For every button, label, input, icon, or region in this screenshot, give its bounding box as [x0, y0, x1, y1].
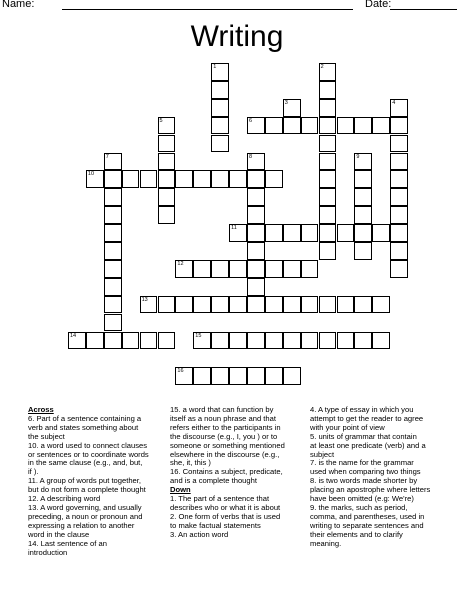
- grid-cell[interactable]: [247, 296, 265, 314]
- grid-cell[interactable]: [265, 367, 283, 385]
- clue-line: introduction: [28, 547, 68, 557]
- clue-line: and is a complete thought: [170, 476, 257, 486]
- clue-line: the discourse (e.g., I, you ) or to: [170, 431, 278, 441]
- clue-line: 15. a word that can function by: [170, 405, 274, 414]
- grid-cell[interactable]: [104, 278, 122, 296]
- clue-line: the subject: [28, 431, 65, 441]
- grid-cell[interactable]: [175, 296, 193, 314]
- grid-cell[interactable]: [283, 224, 301, 242]
- grid-cell[interactable]: [158, 188, 176, 206]
- clue-line: comma, and parentheses, used in: [310, 511, 425, 521]
- grid-cell[interactable]: [319, 188, 337, 206]
- grid-cell[interactable]: [140, 170, 158, 188]
- grid-cell[interactable]: [390, 188, 408, 206]
- grid-cell[interactable]: [229, 367, 247, 385]
- grid-cell[interactable]: [247, 188, 265, 206]
- grid-cell[interactable]: [211, 63, 229, 81]
- clue-line: their elements and to clarify: [310, 529, 403, 539]
- grid-cell[interactable]: [337, 332, 355, 350]
- clue-line: 4. A type of essay in which you: [310, 405, 414, 414]
- grid-cell[interactable]: [390, 153, 408, 171]
- grid-cell[interactable]: [247, 117, 265, 135]
- grid-cell[interactable]: [337, 296, 355, 314]
- grid-cell[interactable]: [193, 260, 211, 278]
- grid-cell[interactable]: [193, 332, 211, 350]
- grid-cell[interactable]: [158, 296, 176, 314]
- grid-cell[interactable]: [319, 99, 337, 117]
- grid-cell[interactable]: [229, 170, 247, 188]
- grid-cell[interactable]: [319, 224, 337, 242]
- grid-cell[interactable]: [247, 206, 265, 224]
- clue-line: verb and states something about: [28, 422, 139, 432]
- grid-cell[interactable]: [372, 296, 390, 314]
- grid-cell[interactable]: [354, 296, 372, 314]
- clue-number: 13: [141, 296, 148, 303]
- grid-cell[interactable]: [104, 206, 122, 224]
- clue-number: 12: [177, 260, 184, 267]
- grid-cell[interactable]: [211, 117, 229, 135]
- grid-cell[interactable]: [390, 170, 408, 188]
- grid-cell[interactable]: [68, 332, 86, 350]
- grid-cell[interactable]: [265, 224, 283, 242]
- clue-line: with your point of view: [310, 422, 385, 432]
- grid-cell[interactable]: [390, 206, 408, 224]
- grid-cell[interactable]: [265, 170, 283, 188]
- grid-cell[interactable]: [158, 332, 176, 350]
- grid-cell[interactable]: [319, 81, 337, 99]
- grid-cell[interactable]: [319, 296, 337, 314]
- grid-cell[interactable]: [140, 332, 158, 350]
- clue-section-heading: Down: [170, 485, 191, 495]
- clue-number: 15: [195, 332, 202, 339]
- grid-cell[interactable]: [265, 117, 283, 135]
- grid-cell[interactable]: [175, 170, 193, 188]
- grid-cell[interactable]: [158, 117, 176, 135]
- clue-number: 8: [249, 153, 253, 160]
- grid-cell[interactable]: [104, 224, 122, 242]
- grid-cell[interactable]: [122, 332, 140, 350]
- grid-cell[interactable]: [193, 170, 211, 188]
- grid-cell[interactable]: [319, 242, 337, 260]
- clue-number: 4: [392, 99, 396, 106]
- grid-cell[interactable]: [283, 367, 301, 385]
- clue-line: 5. units of grammar that contain: [310, 431, 417, 441]
- grid-cell[interactable]: [104, 188, 122, 206]
- grid-cell[interactable]: [247, 332, 265, 350]
- grid-cell[interactable]: [301, 224, 319, 242]
- grid-cell[interactable]: [140, 296, 158, 314]
- clue-line: she, it, this ): [170, 458, 211, 468]
- grid-cell[interactable]: [86, 332, 104, 350]
- clue-line: 9. the marks, such as period,: [310, 502, 408, 512]
- grid-cell[interactable]: [390, 242, 408, 260]
- grid-cell[interactable]: [283, 332, 301, 350]
- grid-cell[interactable]: [354, 332, 372, 350]
- grid-cell[interactable]: [158, 153, 176, 171]
- grid-cell[interactable]: [104, 296, 122, 314]
- clue-line: or sentences or to coordinate words: [28, 449, 149, 459]
- grid-cell[interactable]: [229, 332, 247, 350]
- clue-line: 1. The part of a sentence that: [170, 494, 270, 504]
- grid-cell[interactable]: [229, 296, 247, 314]
- grid-cell[interactable]: [354, 224, 372, 242]
- grid-cell[interactable]: [319, 153, 337, 171]
- grid-cell[interactable]: [372, 117, 390, 135]
- grid-cell[interactable]: [211, 135, 229, 153]
- clue-line: describes who or what it is about: [170, 502, 281, 512]
- grid-cell[interactable]: [354, 153, 372, 171]
- grid-cell[interactable]: [390, 260, 408, 278]
- grid-cell[interactable]: [104, 314, 122, 332]
- clue-number: 6: [249, 117, 253, 124]
- clue-number: 11: [231, 225, 237, 232]
- grid-cell[interactable]: [158, 135, 176, 153]
- grid-cell[interactable]: [211, 81, 229, 99]
- clue-line: 6. Part of a sentence containing a: [28, 413, 142, 423]
- grid-cell[interactable]: [247, 278, 265, 296]
- clues-column-right: [310, 406, 460, 549]
- grid-cell[interactable]: [354, 170, 372, 188]
- grid-cell[interactable]: [354, 188, 372, 206]
- grid-cell[interactable]: [372, 332, 390, 350]
- clue-number: 2: [320, 64, 324, 70]
- grid-cell[interactable]: [175, 367, 193, 385]
- clue-number: 14: [70, 332, 77, 339]
- grid-cell[interactable]: [211, 260, 229, 278]
- grid-cell[interactable]: [265, 332, 283, 350]
- clue-line: 16. Contains a subject, predicate,: [170, 467, 283, 477]
- clue-line: 7. is the name for the grammar: [310, 458, 414, 468]
- clue-line: preceding, a noun or pronoun and: [28, 511, 143, 521]
- grid-cell[interactable]: [301, 296, 319, 314]
- grid-cell[interactable]: [283, 99, 301, 117]
- grid-cell[interactable]: [175, 260, 193, 278]
- grid-cell[interactable]: [265, 260, 283, 278]
- clue-line: attempt to get the reader to agree: [310, 413, 424, 423]
- clue-line: but do not form a complete thought: [28, 485, 146, 495]
- grid-cell[interactable]: [301, 260, 319, 278]
- grid-cell[interactable]: [229, 260, 247, 278]
- clue-line: 14. Last sentence of an: [28, 538, 107, 548]
- grid-cell[interactable]: [265, 296, 283, 314]
- clue-number: 3: [284, 99, 288, 106]
- clue-section-heading: Across: [28, 405, 54, 414]
- grid-cell[interactable]: [247, 153, 265, 171]
- clue-line: itself as a noun phrase and that: [170, 413, 276, 423]
- grid-cell[interactable]: [319, 170, 337, 188]
- clue-line: subject: [310, 449, 335, 459]
- clue-number: 16: [177, 368, 184, 375]
- clue-line: someone or something mentioned: [170, 440, 285, 450]
- date-label: Date:: [365, 0, 392, 10]
- grid-cell[interactable]: [193, 296, 211, 314]
- grid-cell[interactable]: [229, 224, 247, 242]
- grid-cell[interactable]: [193, 367, 211, 385]
- grid-cell[interactable]: [283, 117, 301, 135]
- grid-cell[interactable]: [104, 153, 122, 171]
- clue-line: 11. A group of words put together,: [28, 476, 142, 486]
- clue-line: to make factual statements: [170, 520, 261, 530]
- grid-cell[interactable]: [247, 224, 265, 242]
- clue-number: 10: [87, 171, 95, 178]
- clue-line: if ).: [28, 467, 39, 477]
- clue-line: refers either to the participants in: [170, 422, 281, 432]
- grid-cell[interactable]: [390, 224, 408, 242]
- clue-line: 12. A describing word: [28, 494, 101, 504]
- grid-cell[interactable]: [283, 296, 301, 314]
- clue-line: 3. An action word: [170, 529, 229, 539]
- clue-number: 5: [159, 117, 163, 124]
- grid-cell[interactable]: [301, 117, 319, 135]
- grid-cell[interactable]: [104, 242, 122, 260]
- grid-cell[interactable]: [337, 224, 355, 242]
- grid-cell[interactable]: [390, 117, 408, 135]
- grid-cell[interactable]: [158, 170, 176, 188]
- grid-cell[interactable]: [211, 170, 229, 188]
- grid-cell[interactable]: [319, 117, 337, 135]
- clue-line: writing to separate sentences and: [310, 520, 424, 530]
- grid-cell[interactable]: [158, 206, 176, 224]
- grid-cell[interactable]: [86, 170, 104, 188]
- clue-line: have been omitted (e.g: We're): [310, 494, 414, 504]
- grid-cell[interactable]: [122, 170, 140, 188]
- clue-number: 7: [105, 153, 109, 160]
- clue-number: 9: [356, 153, 360, 160]
- grid-cell[interactable]: [390, 99, 408, 117]
- grid-cell[interactable]: [354, 242, 372, 260]
- grid-cell[interactable]: [354, 206, 372, 224]
- clues-column-middle: [170, 406, 310, 540]
- grid-cell[interactable]: [211, 367, 229, 385]
- grid-cell[interactable]: [390, 135, 408, 153]
- grid-cell[interactable]: [319, 63, 337, 81]
- clue-line: used when comparing two things: [310, 467, 421, 477]
- clue-line: elsewhere in the discourse (e.g.,: [170, 449, 280, 459]
- clue-line: 10. a word used to connect clauses: [28, 440, 148, 450]
- grid-cell[interactable]: [319, 135, 337, 153]
- clues-column-left: [28, 406, 166, 557]
- grid-cell[interactable]: [372, 224, 390, 242]
- grid-cell[interactable]: [211, 99, 229, 117]
- clue-line: meaning.: [310, 538, 342, 548]
- grid-cell[interactable]: [211, 332, 229, 350]
- grid-cell[interactable]: [247, 170, 265, 188]
- clue-line: at least one predicate (verb) and a: [310, 440, 426, 450]
- grid-cell[interactable]: [319, 206, 337, 224]
- name-label: Name:: [2, 0, 35, 10]
- grid-cell[interactable]: [104, 260, 122, 278]
- clue-number: 1: [213, 64, 217, 70]
- grid-cell[interactable]: [247, 260, 265, 278]
- grid-cell[interactable]: [211, 296, 229, 314]
- grid-cell[interactable]: [337, 117, 355, 135]
- grid-cell[interactable]: [104, 170, 122, 188]
- clue-line: expressing a relation to another: [28, 520, 135, 530]
- clue-line: in the same clause (e.g., and, but,: [28, 458, 143, 468]
- clue-line: 2. One form of verbs that is used: [170, 511, 281, 521]
- grid-cell[interactable]: [301, 332, 319, 350]
- grid-cell[interactable]: [247, 367, 265, 385]
- grid-cell[interactable]: [104, 332, 122, 350]
- grid-cell[interactable]: [354, 117, 372, 135]
- clue-line: word in the clause: [28, 529, 90, 539]
- grid-cell[interactable]: [319, 332, 337, 350]
- clue-line: 13. A word governing, and usually: [28, 502, 142, 512]
- grid-cell[interactable]: [283, 260, 301, 278]
- clue-line: placing an apostrophe where letters: [310, 485, 431, 495]
- clue-line: 8. is two words made shorter by: [310, 476, 418, 486]
- puzzle-title: Writing: [190, 20, 284, 53]
- grid-cell[interactable]: [247, 242, 265, 260]
